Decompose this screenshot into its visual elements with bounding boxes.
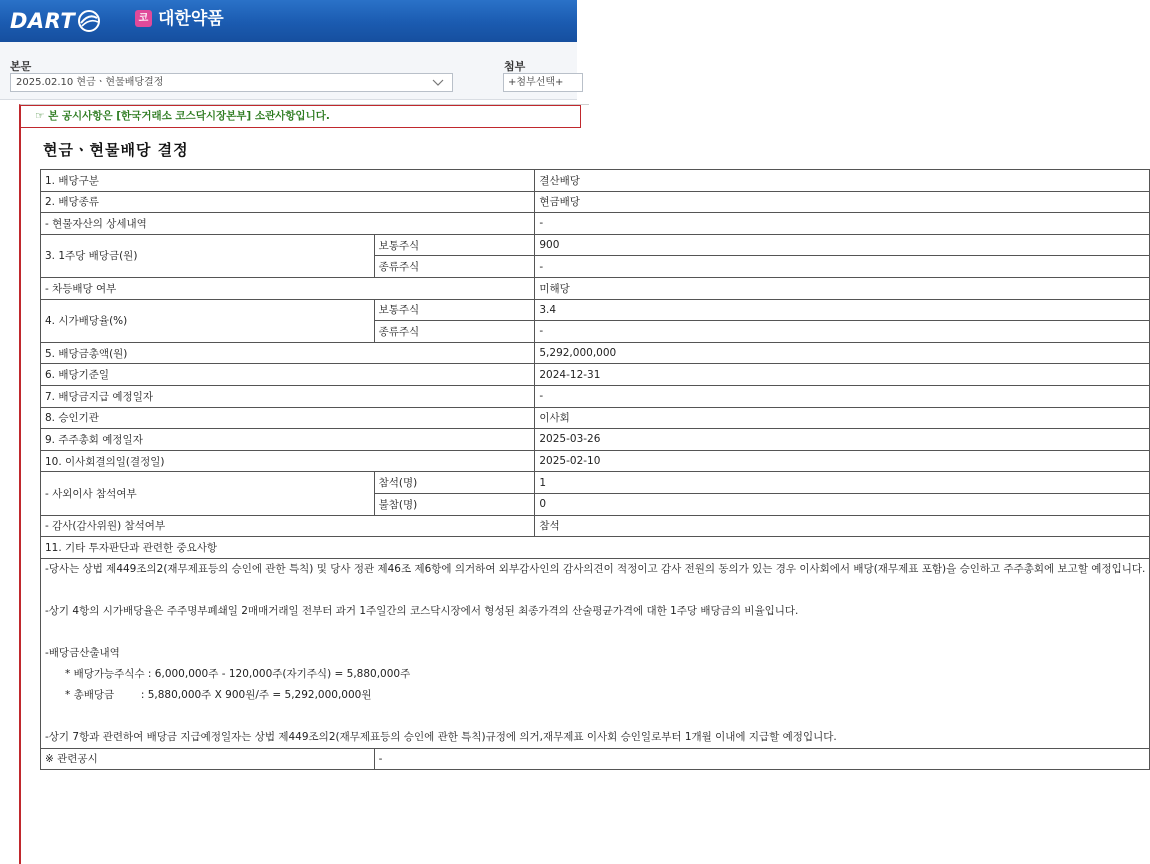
row-sublabel: 불참(명) bbox=[374, 493, 535, 515]
table-row bbox=[41, 537, 1150, 559]
row-value: 2024-12-31 bbox=[535, 364, 1150, 386]
attachment-select[interactable] bbox=[503, 73, 583, 92]
calc-heading: -배당금산출내역 bbox=[45, 646, 120, 659]
row-label: 10. 이사회결의일(결정일) bbox=[41, 450, 535, 472]
row-label: 7. 배당금지급 예정일자 bbox=[41, 385, 535, 407]
row-value: 5,292,000,000 bbox=[535, 342, 1150, 364]
row-value: 3.4 bbox=[535, 299, 1150, 321]
calc-line: * 총배당금 : 5,880,000주 X 900원/주 = 5,292,000,000원 bbox=[65, 688, 372, 701]
note-paragraph: -상기 7항과 관련하여 배당금 지급예정일자는 상법 제449조의2(재무제표등의 승인에 관한 특칙)규정에 의거,재무제표 이사회 승인일로부터 1개월 이내에 지급할 예정입니다. bbox=[45, 730, 837, 743]
company-name[interactable]: 대한약품 bbox=[158, 9, 224, 29]
row-value: - bbox=[535, 256, 1150, 278]
row-label: - 사외이사 참석여부 bbox=[41, 472, 375, 515]
row-value: 0 bbox=[535, 493, 1150, 515]
row-value: 현금배당 bbox=[535, 191, 1150, 213]
table-row bbox=[41, 170, 1150, 192]
disclosure-document bbox=[19, 104, 1146, 864]
row-value: - bbox=[535, 321, 1150, 343]
row-label: 3. 1주당 배당금(원) bbox=[41, 234, 375, 277]
row-value: 이사회 bbox=[535, 407, 1150, 429]
table-row bbox=[41, 407, 1150, 429]
row-value: - bbox=[535, 385, 1150, 407]
table-row bbox=[41, 450, 1150, 472]
globe-icon bbox=[77, 9, 101, 33]
row-label: - 감사(감사위원) 참석여부 bbox=[41, 515, 535, 537]
attachment-select-value: +첨부선택+ bbox=[508, 77, 564, 88]
row-sublabel: 참석(명) bbox=[374, 472, 535, 494]
row-sublabel: 보통주식 bbox=[374, 234, 535, 256]
row-label: 6. 배당기준일 bbox=[41, 364, 535, 386]
row-value: 2025-02-10 bbox=[535, 450, 1150, 472]
dart-logo-text: DART bbox=[10, 9, 76, 33]
table-row bbox=[41, 213, 1150, 235]
dividend-decision-table bbox=[40, 169, 1150, 770]
jurisdiction-notice: ☞ 본 공시사항은 [한국거래소 코스닥시장본부] 소관사항입니다. bbox=[21, 105, 581, 128]
row-label: 9. 주주총회 예정일자 bbox=[41, 429, 535, 451]
main-document-select-value: 2025.02.10 현금ㆍ현물배당결정 bbox=[16, 77, 164, 88]
table-row bbox=[41, 191, 1150, 213]
row-value: 1 bbox=[535, 472, 1150, 494]
table-row bbox=[41, 234, 1150, 256]
note-paragraph: -당사는 상법 제449조의2(재무제표등의 승인에 관한 특칙) 및 당사 정관 제46조 제6항에 의거하여 외부감사인의 감사의견이 적정이고 감사 전원의 동의가 있는 경우 이사회에서 배당(재무제표 포함)을 승인하고 주주총회에 보고할 예정입니다. bbox=[45, 562, 1146, 575]
dart-logo[interactable] bbox=[10, 8, 101, 34]
row-sublabel: 종류주식 bbox=[374, 321, 535, 343]
table-row bbox=[41, 385, 1150, 407]
row-value: - bbox=[374, 748, 1150, 770]
row-label: 5. 배당금총액(원) bbox=[41, 342, 535, 364]
row-value: 참석 bbox=[535, 515, 1150, 537]
document-title: 현금ㆍ현물배당 결정 bbox=[43, 141, 189, 159]
other-matters-text bbox=[41, 558, 1150, 748]
table-row bbox=[41, 515, 1150, 537]
note-paragraph: -상기 4항의 시가배당율은 주주명부폐쇄일 2매매거래일 전부터 과거 1주일간의 코스닥시장에서 형성된 최종가격의 산술평균가격에 대한 1주당 배당금의 비율입니다. bbox=[45, 604, 799, 617]
note-paragraph-calculation bbox=[45, 643, 1145, 706]
row-value: - bbox=[535, 213, 1150, 235]
table-row bbox=[41, 472, 1150, 494]
row-value: 결산배당 bbox=[535, 170, 1150, 192]
row-label: 2. 배당종류 bbox=[41, 191, 535, 213]
row-value: 900 bbox=[535, 234, 1150, 256]
top-header-bar bbox=[0, 0, 577, 42]
row-value: 미해당 bbox=[535, 277, 1150, 299]
row-value: 2025-03-26 bbox=[535, 429, 1150, 451]
row-sublabel: 보통주식 bbox=[374, 299, 535, 321]
table-row bbox=[41, 429, 1150, 451]
table-row bbox=[41, 277, 1150, 299]
row-label: ※ 관련공시 bbox=[41, 748, 375, 770]
kosdaq-market-badge: 코 bbox=[135, 10, 152, 27]
row-label: 11. 기타 투자판단과 관련한 중요사항 bbox=[41, 537, 1150, 559]
table-row bbox=[41, 364, 1150, 386]
main-document-label: 본문 bbox=[10, 60, 32, 73]
row-label: 1. 배당구분 bbox=[41, 170, 535, 192]
main-document-select[interactable] bbox=[10, 73, 453, 92]
row-sublabel: 종류주식 bbox=[374, 256, 535, 278]
calc-line: * 배당가능주식수 : 6,000,000주 - 120,000주(자기주식) = 5,880,000주 bbox=[65, 667, 411, 680]
table-row bbox=[41, 748, 1150, 770]
row-label: 4. 시가배당율(%) bbox=[41, 299, 375, 342]
attachment-label: 첨부 bbox=[504, 60, 526, 73]
table-row bbox=[41, 558, 1150, 748]
row-label: - 현물자산의 상세내역 bbox=[41, 213, 535, 235]
chevron-down-icon bbox=[432, 75, 444, 89]
table-row bbox=[41, 342, 1150, 364]
row-label: - 차등배당 여부 bbox=[41, 277, 535, 299]
table-row bbox=[41, 299, 1150, 321]
row-label: 8. 승인기관 bbox=[41, 407, 535, 429]
